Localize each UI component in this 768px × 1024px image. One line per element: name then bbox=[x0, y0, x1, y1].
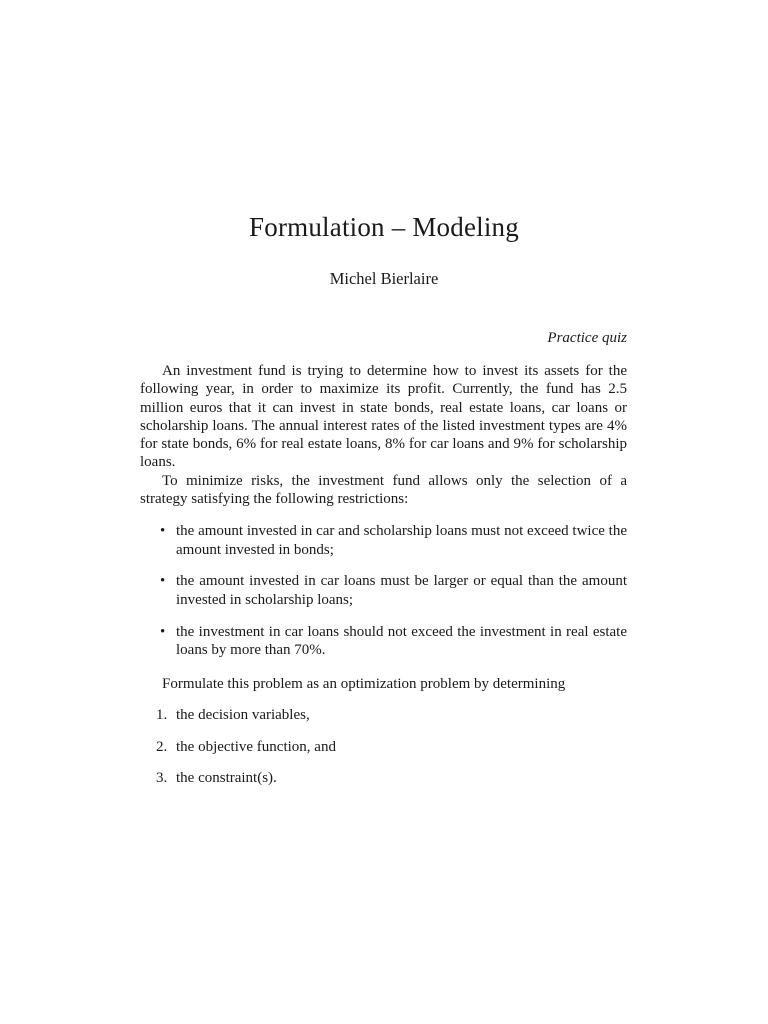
bullet-icon: • bbox=[160, 573, 166, 590]
step-number: 2. bbox=[156, 738, 168, 755]
bullet-icon: • bbox=[160, 523, 166, 540]
list-item bbox=[140, 738, 627, 756]
step-number: 3. bbox=[156, 770, 168, 787]
step-text: the constraint(s). bbox=[176, 770, 277, 787]
document-body bbox=[140, 362, 627, 800]
step-number: 1. bbox=[156, 707, 168, 724]
step-text: the decision variables, bbox=[176, 707, 310, 724]
restriction-text: the amount invested in car loans must be larger or equal than the amount invested in scholarship loans; bbox=[176, 573, 627, 608]
list-item bbox=[140, 769, 627, 787]
author-name: Michel Bierlaire bbox=[329, 269, 439, 288]
document-title: Formulation – Modeling bbox=[249, 212, 519, 242]
restrictions-list bbox=[140, 522, 627, 659]
practice-quiz-label: Practice quiz bbox=[547, 330, 627, 346]
list-item bbox=[140, 706, 627, 724]
list-item bbox=[140, 522, 627, 559]
instruction-paragraph: Formulate this problem as an optimization problem by determining bbox=[162, 676, 566, 693]
list-item bbox=[140, 623, 627, 660]
restriction-text: the investment in car loans should not exceed the investment in real estate loans by more than 70%. bbox=[176, 623, 627, 658]
steps-list bbox=[140, 706, 627, 787]
step-text: the objective function, and bbox=[176, 738, 336, 755]
list-item bbox=[140, 572, 627, 609]
intro-paragraph: An investment fund is trying to determine how to invest its assets for the following year, in order to maximize its profit. Currently, the fund has 2.5 million euros that it can invest in state bonds, real estate loans, car loans or scholarship loans. The annual interest rates of the listed investment types are 4% for state bonds, 6% for real estate loans, 8% for car loans and 9% for scholarship loans. bbox=[140, 363, 627, 471]
restriction-text: the amount invested in car and scholarship loans must not exceed twice the amount invested in bonds; bbox=[176, 523, 627, 558]
bullet-icon: • bbox=[160, 623, 166, 640]
risk-paragraph: To minimize risks, the investment fund allows only the selection of a strategy satisfying the following restrictions: bbox=[140, 472, 627, 508]
